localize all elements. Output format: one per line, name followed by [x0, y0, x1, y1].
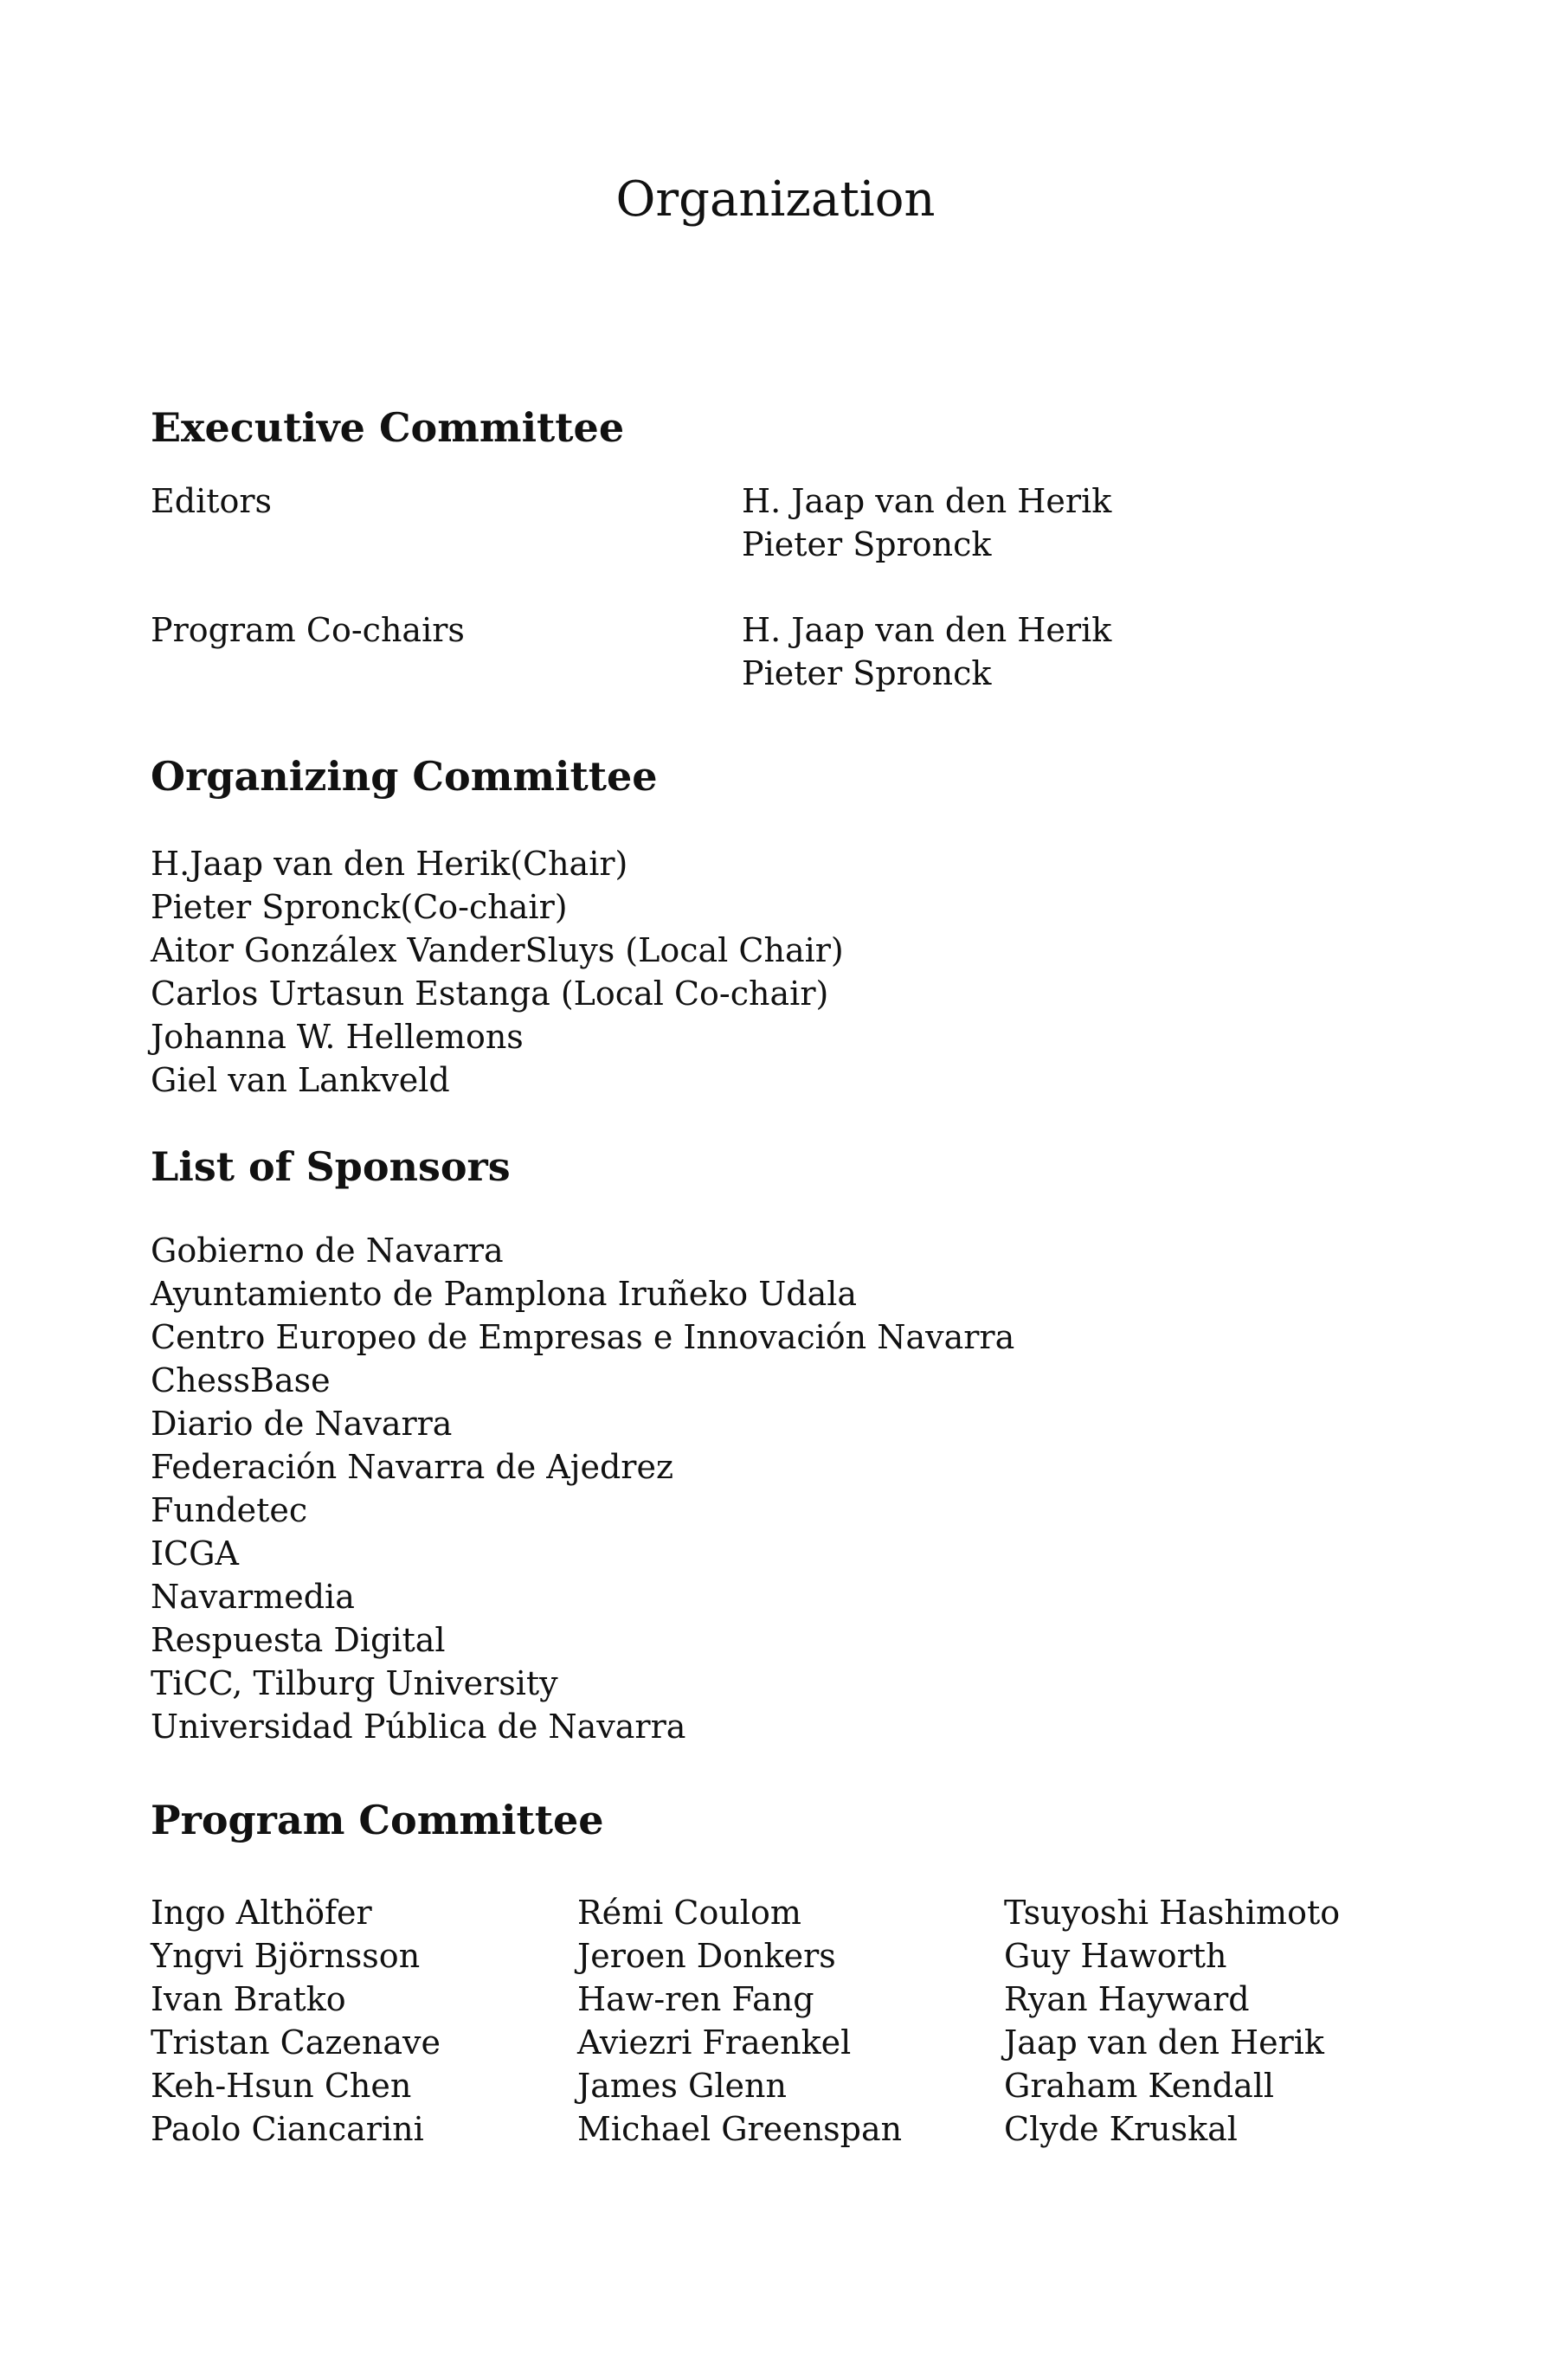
list-item: Rémi Coulom — [577, 1894, 801, 1932]
list-item: Navarmedia — [151, 1578, 355, 1616]
list-item: Guy Haworth — [1004, 1937, 1227, 1975]
exec-role-program-cochairs — [151, 608, 465, 652]
list-item: Clyde Kruskal — [1004, 2110, 1238, 2148]
executive-committee-heading: Executive Committee — [151, 404, 625, 451]
list-item: Universidad Pública de Navarra — [151, 1708, 686, 1746]
list-item: TiCC, Tilburg University — [151, 1664, 558, 1702]
list-item: Jeroen Donkers — [577, 1937, 836, 1975]
list-item: Ingo Althöfer — [151, 1894, 372, 1932]
list-item: ICGA — [151, 1534, 239, 1573]
list-item: James Glenn — [577, 2067, 787, 2105]
exec-names-editors — [742, 479, 1111, 566]
list-item: Pieter Spronck(Co-chair) — [151, 888, 568, 926]
list-item: Tsuyoshi Hashimoto — [1004, 1894, 1341, 1932]
list-item: Centro Europeo de Empresas e Innovación Navarra — [151, 1318, 1015, 1356]
exec-role-editors — [151, 479, 272, 523]
member-name: H. Jaap van den Herik — [742, 482, 1112, 520]
program-committee-heading: Program Committee — [151, 1797, 604, 1843]
member-name: Pieter Spronck — [742, 525, 992, 563]
member-name: Pieter Spronck — [742, 654, 992, 692]
list-item: Johanna W. Hellemons — [151, 1018, 524, 1056]
program-committee-column-3 — [1004, 1891, 1340, 2151]
organizing-committee-list — [151, 842, 844, 1102]
list-item: H.Jaap van den Herik(Chair) — [151, 845, 628, 883]
page-title: Organization — [615, 171, 936, 228]
list-item: Paolo Ciancarini — [151, 2110, 424, 2148]
list-item: Fundetec — [151, 1491, 308, 1529]
list-item: Respuesta Digital — [151, 1621, 446, 1659]
list-item: Gobierno de Navarra — [151, 1232, 504, 1270]
list-item: Giel van Lankveld — [151, 1061, 450, 1099]
list-item: Graham Kendall — [1004, 2067, 1275, 2105]
list-item: Yngvi Björnsson — [151, 1937, 421, 1975]
program-committee-column-1 — [151, 1891, 441, 2151]
list-item: Michael Greenspan — [577, 2110, 903, 2148]
role-label: Editors — [151, 482, 273, 520]
list-item: ChessBase — [151, 1361, 331, 1399]
member-name: H. Jaap van den Herik — [742, 611, 1112, 649]
program-committee-column-2 — [577, 1891, 902, 2151]
list-item: Ivan Bratko — [151, 1980, 346, 2018]
role-label: Program Co-chairs — [151, 611, 465, 649]
list-item: Ayuntamiento de Pamplona Iruñeko Udala — [151, 1275, 858, 1313]
organizing-committee-heading: Organizing Committee — [151, 753, 658, 800]
list-item: Federación Navarra de Ajedrez — [151, 1448, 673, 1486]
list-item: Aitor Gonzálex VanderSluys (Local Chair) — [151, 931, 844, 969]
list-item: Diario de Navarra — [151, 1405, 453, 1443]
list-item: Keh-Hsun Chen — [151, 2067, 412, 2105]
sponsors-list — [151, 1229, 1014, 1748]
list-item: Aviezri Fraenkel — [577, 2023, 852, 2062]
sponsors-heading: List of Sponsors — [151, 1143, 511, 1190]
exec-names-program-cochairs — [742, 608, 1111, 695]
list-item: Haw-ren Fang — [577, 1980, 814, 2018]
list-item: Jaap van den Herik — [1004, 2023, 1324, 2062]
list-item: Tristan Cazenave — [151, 2023, 441, 2062]
list-item: Carlos Urtasun Estanga (Local Co-chair) — [151, 975, 829, 1013]
list-item: Ryan Hayward — [1004, 1980, 1250, 2018]
